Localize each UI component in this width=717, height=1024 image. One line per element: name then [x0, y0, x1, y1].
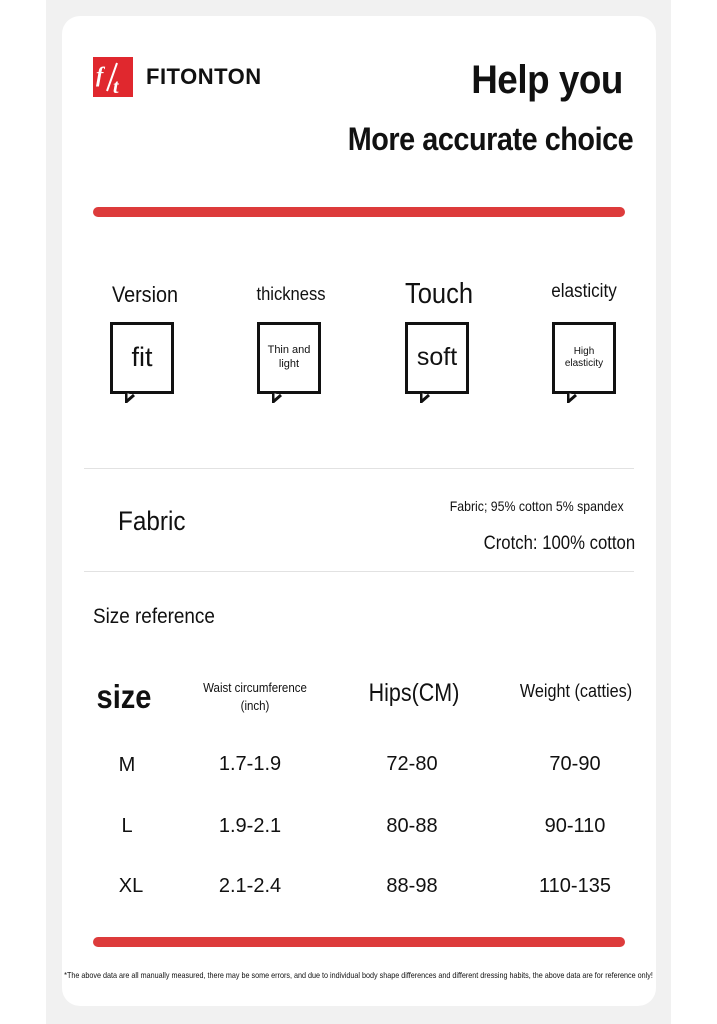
table-cell-waist: 2.1-2.4 — [218, 875, 282, 897]
table-cell-size: XL — [118, 875, 144, 897]
table-cell-hips: 80-88 — [386, 815, 438, 837]
table-cell-hips: 88-98 — [386, 875, 438, 897]
subheadline: More accurate choice — [347, 121, 633, 157]
table-cell-weight: 110-135 — [539, 875, 611, 897]
table-cell-weight: 70-90 — [549, 753, 601, 775]
speech-tail-icon — [420, 393, 430, 403]
attribute-bubble-elasticity — [552, 322, 616, 394]
attribute-label: thickness — [256, 284, 326, 304]
top-red-divider — [93, 207, 625, 217]
table-cell-hips: 72-80 — [386, 753, 438, 775]
headline: Help you — [471, 58, 623, 102]
fabric-composition: Fabric; 95% cotton 5% spandex — [450, 498, 624, 514]
attribute-value: fit — [131, 342, 153, 373]
footnote: *The above data are all manually measured, there may be some errors, and due to individual body shape differences and different dressing habits, the above data are for reference only! — [64, 970, 653, 980]
svg-text:t: t — [113, 76, 119, 97]
header-weight: Weight (catties) — [519, 681, 633, 701]
attribute-label: elasticity — [551, 281, 617, 302]
speech-tail-icon — [125, 393, 135, 403]
attribute-value: High elasticity — [564, 345, 604, 369]
attribute-label: Touch — [404, 278, 474, 310]
section-divider — [84, 571, 634, 572]
speech-tail-icon — [567, 393, 577, 403]
table-cell-size: L — [121, 815, 133, 837]
fabric-title: Fabric — [118, 506, 186, 536]
size-reference-title: Size reference — [93, 605, 215, 628]
table-cell-waist: 1.7-1.9 — [218, 753, 282, 775]
speech-tail-icon — [272, 393, 282, 403]
attribute-value: soft — [416, 343, 458, 372]
brand-name: FITONTON — [146, 64, 262, 89]
attribute-version — [85, 282, 205, 308]
header-waist: Waist circumference (inch) — [203, 681, 307, 713]
attribute-bubble-touch — [405, 322, 469, 394]
svg-text:f: f — [96, 62, 104, 87]
attribute-bubble-version — [110, 322, 174, 394]
attribute-value: Thin and light — [267, 344, 311, 370]
table-cell-weight: 90-110 — [544, 815, 606, 837]
header-size: size — [96, 678, 152, 715]
ft-logo-icon — [93, 57, 133, 97]
attribute-bubble-thickness — [257, 322, 321, 394]
header-hips: Hips(CM) — [368, 679, 460, 707]
bottom-red-divider — [93, 937, 625, 947]
attribute-elasticity — [524, 281, 644, 303]
fabric-crotch: Crotch: 100% cotton — [483, 533, 635, 554]
section-divider — [84, 468, 634, 469]
table-cell-size: M — [118, 754, 136, 776]
attribute-label: Version — [111, 282, 179, 307]
attribute-thickness — [231, 284, 351, 305]
attribute-touch — [379, 278, 499, 311]
table-cell-waist: 1.9-2.1 — [218, 815, 282, 837]
